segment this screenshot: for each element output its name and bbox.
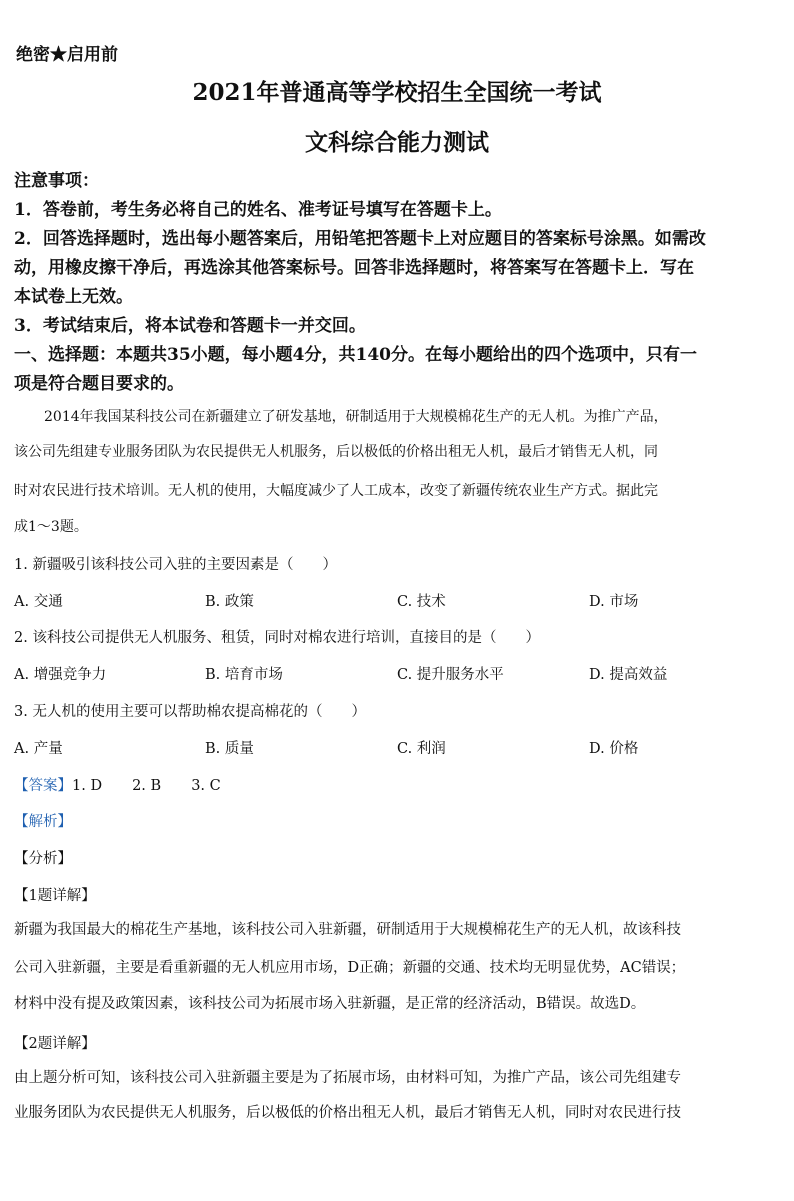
question-3-option-a: A. 产量 [14,741,63,757]
question-3-option-c: C. 利润 [397,741,446,757]
section-instructions-line-1: 一、选择题：本题共35小题，每小题4分，共140分。在每小题给出的四个选项中，只有一 [14,345,697,365]
question-2-option-a: A. 增强竞争力 [14,667,107,683]
question-2-option-b: B. 培育市场 [205,667,283,683]
answer-3: 3. C [191,778,221,794]
detail-1-label: 【1题详解】 [14,888,96,904]
notice-item-2-line-2: 动，用橡皮擦干净后，再选涂其他答案标号。回答非选择题时，将答案写在答题卡上．写在 [14,258,694,278]
question-1-option-d: D. 市场 [589,594,639,610]
analysis-label: 【解析】 [14,814,72,830]
notice-item-1: 1．答卷前，考生务必将自己的姓名、准考证号填写在答题卡上。 [14,200,502,220]
answer-label: 【答案】 [14,778,72,794]
question-2-option-d: D. 提高效益 [589,667,668,683]
secret-label: 绝密★启用前 [16,45,118,65]
detail-1-line-1: 新疆为我国最大的棉花生产基地，该科技公司入驻新疆，研制适用于大规模棉花生产的无人机，故该科技 [14,922,681,938]
detail-2-label: 【2题详解】 [14,1036,96,1052]
question-2-option-c: C. 提升服务水平 [397,667,504,683]
question-3-option-d: D. 价格 [589,741,639,757]
question-2-stem: 2. 该科技公司提供无人机服务、租赁，同时对棉农进行培训，直接目的是（ ） [14,630,540,646]
detail-1-line-2: 公司入驻新疆，主要是看重新疆的无人机应用市场，D正确；新疆的交通、技术均无明显优势，AC错误； [14,960,686,976]
notice-item-3: 3．考试结束后，将本试卷和答题卡一并交回。 [14,316,366,336]
exam-title: 2021年普通高等学校招生全国统一考试 [192,79,602,106]
answer-2: 2. B [132,778,162,794]
detail-1-line-3: 材料中没有提及政策因素，该科技公司为拓展市场入驻新疆，是正常的经济活动，B错误。故选D。 [14,996,646,1012]
question-1-stem: 1. 新疆吸引该科技公司入驻的主要因素是（ ） [14,557,337,573]
question-3-stem: 3. 无人机的使用主要可以帮助棉农提高棉花的（ ） [14,704,366,720]
section-instructions-line-2: 项是符合题目要求的。 [14,374,184,394]
question-1-option-a: A. 交通 [14,594,63,610]
question-1-option-c: C. 技术 [397,594,446,610]
answer-1: 1. D [72,778,103,794]
detail-2-line-1: 由上题分析可知，该科技公司入驻新疆主要是为了拓展市场，由材料可知，为推广产品，该公司先组建专 [14,1070,681,1086]
answer-line [14,774,221,795]
material-line-2: 该公司先组建专业服务团队为农民提供无人机服务，后以极低的价格出租无人机，最后才销售无人机，同 [14,444,658,460]
notice-item-2-line-3: 本试卷上无效。 [14,287,133,307]
exam-subtitle: 文科综合能力测试 [305,129,489,156]
question-3-option-b: B. 质量 [205,741,254,757]
question-1-option-b: B. 政策 [205,594,254,610]
material-line-3: 时对农民进行技术培训。无人机的使用，大幅度减少了人工成本，改变了新疆传统农业生产方式。据此完 [14,483,658,499]
detail-2-line-2: 业服务团队为农民提供无人机服务，后以极低的价格出租无人机，最后才销售无人机，同时对农民进行技 [14,1105,681,1121]
fenxi-label: 【分析】 [14,851,72,867]
notice-item-2-line-1: 2．回答选择题时，选出每小题答案后，用铅笔把答题卡上对应题目的答案标号涂黑。如需改 [14,229,706,249]
material-line-4: 成1～3题。 [14,519,88,535]
notice-heading: 注意事项： [14,171,99,191]
material-line-1: 2014年我国某科技公司在新疆建立了研发基地，研制适用于大规模棉花生产的无人机。为推广产品， [44,409,668,425]
